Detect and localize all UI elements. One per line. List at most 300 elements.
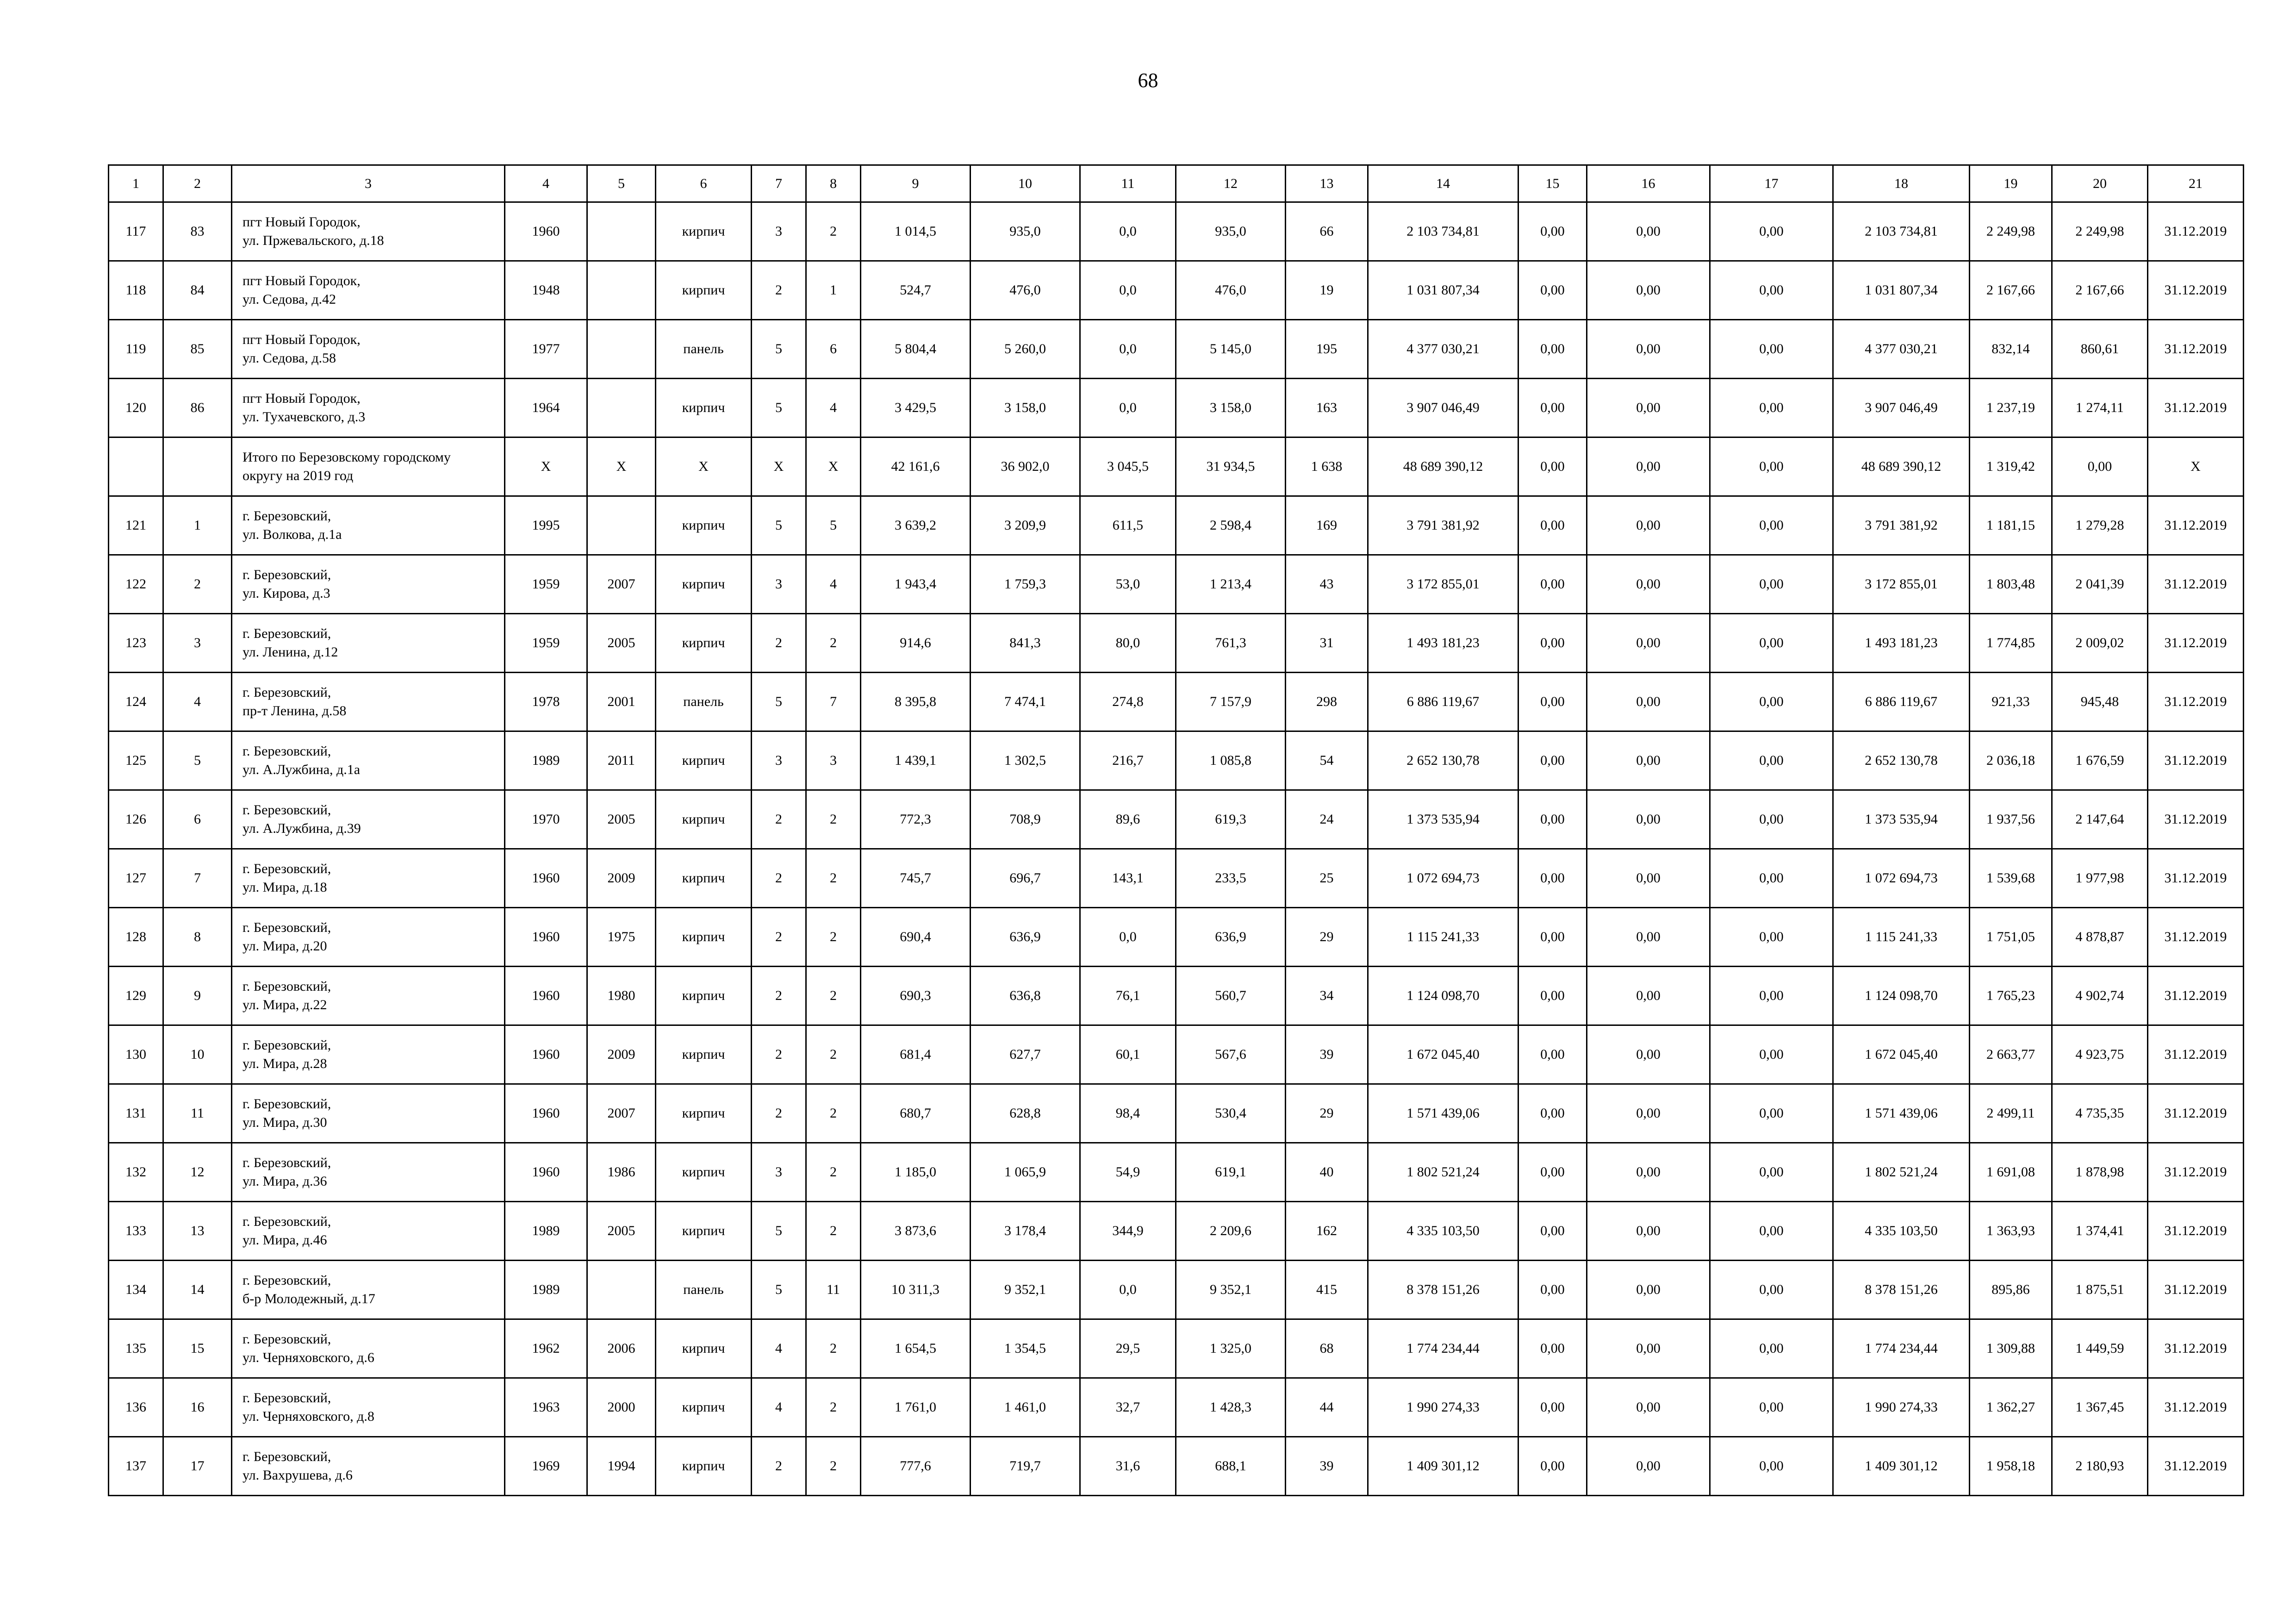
address-line: ул. Ленина, д.12 [243,644,338,660]
address-line: г. Березовский, [243,1214,331,1229]
address-line: ул. Мира, д.46 [243,1232,327,1248]
table-cell: 2011 [587,731,656,790]
table-cell: 118 [109,261,163,320]
table-cell: 1 774,85 [1970,614,2052,673]
table-cell: кирпич [656,555,752,614]
table-cell: 0,00 [1587,261,1710,320]
table-cell: 31.12.2019 [2148,1202,2244,1261]
table-cell: 131 [109,1084,163,1143]
table-cell: 32,7 [1080,1378,1176,1437]
table-cell: 1962 [505,1319,587,1378]
table-cell: 0,00 [1587,496,1710,555]
table-cell: 42 161,6 [861,437,971,496]
address-line: пр-т Ленина, д.58 [243,703,347,718]
table-row [109,1437,2244,1496]
table-cell: 0,00 [1587,1202,1710,1261]
table-cell: 122 [109,555,163,614]
address-line: б-р Молодежный, д.17 [243,1291,375,1306]
table-cell: 3 209,9 [971,496,1080,555]
column-number: 7 [752,165,806,202]
table-cell: 0,00 [1518,202,1587,261]
table-row [109,1202,2244,1261]
table-cell: 1 [163,496,232,555]
table-cell: 0,00 [1518,673,1587,731]
address-cell [232,202,505,261]
table-cell: 476,0 [1176,261,1286,320]
table-cell: 777,6 [861,1437,971,1496]
table-cell: 2 [806,1143,861,1202]
table-cell: 16 [163,1378,232,1437]
table-cell: 0,00 [1710,849,1833,908]
table-cell: 2 [806,967,861,1025]
table-cell: 2 [752,790,806,849]
table-cell: 772,3 [861,790,971,849]
table-cell: 530,4 [1176,1084,1286,1143]
table-cell [109,437,163,496]
table-row [109,1378,2244,1437]
address-cell [232,673,505,731]
table-cell: 0,00 [1518,967,1587,1025]
table-cell: 54,9 [1080,1143,1176,1202]
address-cell [232,320,505,379]
address-line: г. Березовский, [243,1273,331,1288]
table-cell: 841,3 [971,614,1080,673]
table-cell: 2 652 130,78 [1833,731,1970,790]
table-cell: 119 [109,320,163,379]
table-cell: 3 045,5 [1080,437,1176,496]
table-cell: 1 309,88 [1970,1319,2052,1378]
table-cell: 832,14 [1970,320,2052,379]
table-cell: 0,00 [1518,1202,1587,1261]
table-cell: 681,4 [861,1025,971,1084]
table-cell: 0,00 [1587,1437,1710,1496]
table-cell: 0,00 [1710,614,1833,673]
address-line: пгт Новый Городок, [243,332,361,347]
address-line: г. Березовский, [243,920,331,935]
address-line: ул. Седова, д.58 [243,350,336,366]
table-cell: 0,00 [1710,437,1833,496]
table-cell: 3 158,0 [1176,379,1286,437]
table-cell: 0,00 [1710,1084,1833,1143]
address-cell [232,379,505,437]
column-number: 21 [2148,165,2244,202]
table-cell: 1960 [505,1084,587,1143]
table-row [109,1025,2244,1084]
table-cell: 0,00 [1710,731,1833,790]
table-cell: 25 [1286,849,1368,908]
table-cell: 31.12.2019 [2148,1378,2244,1437]
table-cell: 1960 [505,908,587,967]
table-cell: 136 [109,1378,163,1437]
column-number: 13 [1286,165,1368,202]
table-cell: 0,00 [1518,1143,1587,1202]
table-cell: 2 [806,202,861,261]
table-cell: 567,6 [1176,1025,1286,1084]
table-cell: 31.12.2019 [2148,908,2244,967]
table-cell: 89,6 [1080,790,1176,849]
table-cell: 2 [806,1437,861,1496]
address-line: г. Березовский, [243,1037,331,1053]
table-cell: Х [752,437,806,496]
table-cell: 914,6 [861,614,971,673]
table-cell: Х [806,437,861,496]
table-cell: 0,00 [1710,496,1833,555]
table-cell: панель [656,1261,752,1319]
table-row [109,1143,2244,1202]
table-cell: 1959 [505,555,587,614]
table-cell: 1 373 535,94 [1368,790,1518,849]
table-cell: 1 428,3 [1176,1378,1286,1437]
table-cell: 2006 [587,1319,656,1378]
table-cell: 1 751,05 [1970,908,2052,967]
table-cell: 0,00 [1518,1261,1587,1319]
table-cell: 690,3 [861,967,971,1025]
table-cell: 628,8 [971,1084,1080,1143]
table-cell: 1 461,0 [971,1378,1080,1437]
table-cell: 860,61 [2052,320,2148,379]
table-cell: 31.12.2019 [2148,555,2244,614]
table-cell: 29,5 [1080,1319,1176,1378]
table-cell: 945,48 [2052,673,2148,731]
table-cell: 1 373 535,94 [1833,790,1970,849]
table-cell: 1 237,19 [1970,379,2052,437]
table-cell: 0,00 [1710,673,1833,731]
table-cell: 2 167,66 [2052,261,2148,320]
table-cell: панель [656,673,752,731]
table-cell: 3 [806,731,861,790]
table-cell: 1 213,4 [1176,555,1286,614]
table-cell: 5 [752,1202,806,1261]
table-cell: 2005 [587,614,656,673]
table-cell: 1 072 694,73 [1833,849,1970,908]
table-cell: 636,8 [971,967,1080,1025]
table-cell: 137 [109,1437,163,1496]
table-cell: 1 409 301,12 [1368,1437,1518,1496]
column-number: 18 [1833,165,1970,202]
table-cell: 2 103 734,81 [1368,202,1518,261]
table-cell: 195 [1286,320,1368,379]
table-cell: кирпич [656,614,752,673]
table-cell: 1964 [505,379,587,437]
table-cell: 5 [752,320,806,379]
table-cell: 31.12.2019 [2148,614,2244,673]
table-cell [587,1261,656,1319]
table-cell: 24 [1286,790,1368,849]
address-cell [232,1319,505,1378]
table-cell: 0,00 [1710,1202,1833,1261]
table-cell: 895,86 [1970,1261,2052,1319]
table-cell: 4 335 103,50 [1368,1202,1518,1261]
table-cell: 31.12.2019 [2148,673,2244,731]
table-cell: 0,00 [1518,320,1587,379]
table-cell: кирпич [656,731,752,790]
table-cell: 134 [109,1261,163,1319]
table-cell: 0,00 [1587,1378,1710,1437]
table-cell: 7 474,1 [971,673,1080,731]
table-cell: 2 652 130,78 [1368,731,1518,790]
table-cell: Х [505,437,587,496]
table-cell: 0,00 [1518,908,1587,967]
table-cell: 0,00 [1518,496,1587,555]
table-cell: 1 774 234,44 [1368,1319,1518,1378]
table-cell: 3 907 046,49 [1833,379,1970,437]
column-number: 9 [861,165,971,202]
table-cell: 135 [109,1319,163,1378]
table-cell: 1 937,56 [1970,790,2052,849]
table-cell: 0,00 [1710,261,1833,320]
table-cell: 0,0 [1080,320,1176,379]
table-cell: 3 [163,614,232,673]
table-cell: 1960 [505,202,587,261]
table-cell: Х [656,437,752,496]
table-cell: 0,0 [1080,1261,1176,1319]
table-cell: 2 [806,1084,861,1143]
table-cell: 1 802 521,24 [1833,1143,1970,1202]
table-cell: 1 185,0 [861,1143,971,1202]
table-cell: 1 065,9 [971,1143,1080,1202]
table-cell: 53,0 [1080,555,1176,614]
table-cell: 0,0 [1080,379,1176,437]
address-line: ул. Тухачевского, д.3 [243,409,366,425]
address-line: ул. А.Лужбина, д.1а [243,762,361,777]
table-cell: 17 [163,1437,232,1496]
table-cell: кирпич [656,1319,752,1378]
table-cell: 3 791 381,92 [1833,496,1970,555]
address-line: ул. Мира, д.30 [243,1115,327,1130]
table-cell: 162 [1286,1202,1368,1261]
table-cell: 2 [806,1202,861,1261]
table-cell: 39 [1286,1437,1368,1496]
table-cell: кирпич [656,1378,752,1437]
table-cell: 1 031 807,34 [1368,261,1518,320]
table-row [109,496,2244,555]
table-cell: 708,9 [971,790,1080,849]
table-cell: 3 172 855,01 [1833,555,1970,614]
table-cell: 1 676,59 [2052,731,2148,790]
table-cell: 2 249,98 [2052,202,2148,261]
table-cell: Х [2148,437,2244,496]
address-cell [232,1143,505,1202]
table-cell [587,202,656,261]
table-cell: 3 873,6 [861,1202,971,1261]
table-cell: 5 [752,673,806,731]
table-cell: 132 [109,1143,163,1202]
table-cell: 4 [163,673,232,731]
table-cell: 0,00 [1518,1084,1587,1143]
table-cell: 0,00 [2052,437,2148,496]
table-cell: 31.12.2019 [2148,967,2244,1025]
table-cell: 2 [752,849,806,908]
table-cell: 560,7 [1176,967,1286,1025]
table-cell: 2 663,77 [1970,1025,2052,1084]
column-number: 15 [1518,165,1587,202]
table-cell: 4 [806,555,861,614]
table-cell: 2 009,02 [2052,614,2148,673]
address-line: пгт Новый Городок, [243,273,361,288]
table-cell: 34 [1286,967,1368,1025]
table-cell: 14 [163,1261,232,1319]
table-cell: 130 [109,1025,163,1084]
table-cell: 2 103 734,81 [1833,202,1970,261]
table-cell: 619,1 [1176,1143,1286,1202]
address-cell [232,555,505,614]
table-cell: 216,7 [1080,731,1176,790]
table-cell: 1 354,5 [971,1319,1080,1378]
table-cell: 5 260,0 [971,320,1080,379]
table-cell: 1 774 234,44 [1833,1319,1970,1378]
table-cell: 1 958,18 [1970,1437,2052,1496]
address-line: ул. Мира, д.28 [243,1056,327,1071]
column-number: 1 [109,165,163,202]
table-cell: 0,00 [1518,1378,1587,1437]
address-line: ул. Пржевальского, д.18 [243,233,384,248]
column-number: 4 [505,165,587,202]
table-cell: 1 085,8 [1176,731,1286,790]
table-cell: 2 [752,1084,806,1143]
table-cell: 1 802 521,24 [1368,1143,1518,1202]
address-line: г. Березовский, [243,802,331,818]
table-row [109,1261,2244,1319]
table-cell: 0,00 [1518,1319,1587,1378]
table-cell: 5 [752,379,806,437]
address-line: г. Березовский, [243,1390,331,1405]
table-cell: 9 352,1 [1176,1261,1286,1319]
housing-register-table [108,164,2244,1496]
table-cell: 5 [752,496,806,555]
address-line: ул. Волкова, д.1а [243,527,342,542]
table-cell: 83 [163,202,232,261]
table-cell: 690,4 [861,908,971,967]
table-cell: 1969 [505,1437,587,1496]
table-cell: 133 [109,1202,163,1261]
table-cell: 44 [1286,1378,1368,1437]
table-cell: 2 180,93 [2052,1437,2148,1496]
table-row [109,967,2244,1025]
table-cell: 0,00 [1710,1437,1833,1496]
table-cell: 0,00 [1518,379,1587,437]
table-cell: 5 [163,731,232,790]
table-cell: 0,00 [1518,614,1587,673]
table-cell: 1 302,5 [971,731,1080,790]
table-cell: 1 571 439,06 [1833,1084,1970,1143]
page-number: 68 [1138,69,1158,92]
table-cell: 31.12.2019 [2148,731,2244,790]
table-cell: 2 598,4 [1176,496,1286,555]
table-cell: 274,8 [1080,673,1176,731]
table-cell: кирпич [656,1084,752,1143]
table-cell: 3 178,4 [971,1202,1080,1261]
address-line: г. Березовский, [243,861,331,876]
table-cell: 1 274,11 [2052,379,2148,437]
table-row [109,673,2244,731]
table-cell: 0,00 [1587,437,1710,496]
table-cell: 2007 [587,1084,656,1143]
address-line: г. Березовский, [243,1331,331,1347]
column-number: 16 [1587,165,1710,202]
table-cell: 1 072 694,73 [1368,849,1518,908]
table-cell: 31.12.2019 [2148,202,2244,261]
table-cell: 0,00 [1710,1261,1833,1319]
table-cell: 15 [163,1319,232,1378]
table-cell: 761,3 [1176,614,1286,673]
table-cell: 31.12.2019 [2148,261,2244,320]
column-number: 12 [1176,165,1286,202]
table-cell: 1 691,08 [1970,1143,2052,1202]
table-cell: 31.12.2019 [2148,790,2244,849]
table-cell: 2 249,98 [1970,202,2052,261]
table-cell: 121 [109,496,163,555]
table-cell: 31.12.2019 [2148,379,2244,437]
table-row [109,555,2244,614]
table-cell: 0,00 [1518,1437,1587,1496]
table-cell: 1 374,41 [2052,1202,2148,1261]
table-cell: 3 [752,1143,806,1202]
table-cell: 1980 [587,967,656,1025]
column-number-row [109,165,2244,202]
address-line: ул. А.Лужбина, д.39 [243,821,361,836]
address-cell [232,908,505,967]
table-cell: 3 [752,555,806,614]
table-cell: кирпич [656,202,752,261]
table-cell: 54 [1286,731,1368,790]
address-cell [232,1202,505,1261]
table-cell: 1 409 301,12 [1833,1437,1970,1496]
table-cell: 31.12.2019 [2148,1025,2244,1084]
table-cell: 85 [163,320,232,379]
table-cell: 688,1 [1176,1437,1286,1496]
table-cell: 2007 [587,555,656,614]
table-cell: 0,00 [1518,790,1587,849]
table-row [109,790,2244,849]
table-cell: 233,5 [1176,849,1286,908]
table-cell: 3 172 855,01 [1368,555,1518,614]
table-cell: 8 378 151,26 [1368,1261,1518,1319]
table-cell: 0,00 [1587,1319,1710,1378]
address-line: г. Березовский, [243,567,331,582]
table-cell: 298 [1286,673,1368,731]
table-cell: 0,00 [1587,849,1710,908]
table-cell: 19 [1286,261,1368,320]
table-cell: 1995 [505,496,587,555]
table-cell: 124 [109,673,163,731]
table-cell: панель [656,320,752,379]
address-cell [232,1261,505,1319]
table-cell: 2 [752,1437,806,1496]
column-number: 11 [1080,165,1176,202]
table-cell: кирпич [656,1143,752,1202]
table-cell: 0,00 [1710,1143,1833,1202]
address-line: г. Березовский, [243,1449,331,1464]
table-cell: 11 [163,1084,232,1143]
table-cell: 1963 [505,1378,587,1437]
address-line: ул. Вахрушева, д.6 [243,1468,353,1483]
table-cell: 9 [163,967,232,1025]
table-cell: 0,00 [1587,1025,1710,1084]
address-line: пгт Новый Городок, [243,391,361,406]
table-cell: 1 571 439,06 [1368,1084,1518,1143]
table-cell: 1 439,1 [861,731,971,790]
table-cell: 10 311,3 [861,1261,971,1319]
table-cell: кирпич [656,967,752,1025]
table-cell: 4 [752,1319,806,1378]
table-cell: 1 990 274,33 [1833,1378,1970,1437]
table-cell: 415 [1286,1261,1368,1319]
table-cell: 66 [1286,202,1368,261]
table-row [109,379,2244,437]
table-cell: 0,00 [1710,908,1833,967]
table-cell: 0,00 [1518,1025,1587,1084]
table-cell: 1 115 241,33 [1368,908,1518,967]
